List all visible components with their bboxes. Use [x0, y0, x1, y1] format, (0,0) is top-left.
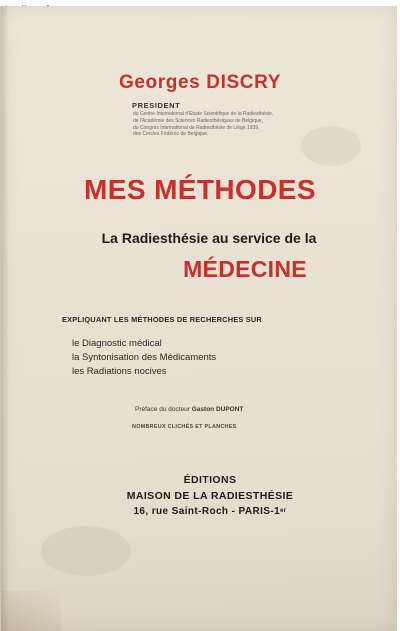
- method-item: le Diagnostic médical: [72, 338, 162, 349]
- credential-line: de l'Académie des Sciences Radiesthésiques de Belgique,: [133, 117, 263, 124]
- explaining-heading: EXPLIQUANT LES MÉTHODES DE RECHERCHES SUR: [62, 315, 262, 324]
- method-item: la Syntonisation des Médicaments: [72, 352, 217, 363]
- publisher-arrondissement-suffix: er: [280, 508, 287, 514]
- method-item: les Radiations nocives: [72, 366, 167, 377]
- publisher-city: PARIS-1: [238, 506, 281, 517]
- edge-wear: [1, 591, 61, 631]
- credential-line: du Congrès International de Radiesthésie de Liège 1939,: [133, 124, 260, 131]
- preface-credit: [135, 406, 243, 413]
- publisher-address: 16, rue Saint-Roch: [133, 506, 229, 517]
- publisher-block: [0, 472, 400, 520]
- spine-shadow: [1, 6, 9, 631]
- credential-line: des Cercles Fédérés de Belgique.: [133, 131, 209, 138]
- publisher-line1: ÉDITIONS: [183, 474, 237, 486]
- president-label: PRESIDENT: [132, 101, 181, 110]
- methods-list: [72, 337, 216, 379]
- author-credentials: [133, 111, 283, 138]
- preface-prefix: Préface du docteur: [135, 406, 190, 413]
- author-first-name: Georges: [119, 72, 201, 93]
- credential-line: du Centre International d'Étude Scientifique de la Radiesthésie,: [133, 111, 274, 117]
- book-subtitle: La Radiesthésie au service de la: [101, 230, 317, 246]
- book-subtitle-main: MÉDECINE: [183, 256, 307, 282]
- author-surname: DISCRY: [206, 72, 281, 93]
- book-title: MES MÉTHODES: [84, 174, 316, 205]
- publisher-line2: MAISON DE LA RADIESTHÉSIE: [126, 490, 294, 502]
- publisher-separator: -: [231, 506, 236, 517]
- illustrations-note: NOMBREUX CLICHÉS ET PLANCHES: [132, 424, 237, 430]
- publisher-address-line: [20, 504, 400, 520]
- paper-stain: [41, 526, 131, 576]
- preface-author: Gaston DUPONT: [191, 406, 244, 413]
- paper-stain: [301, 126, 361, 166]
- author-name: [0, 72, 400, 94]
